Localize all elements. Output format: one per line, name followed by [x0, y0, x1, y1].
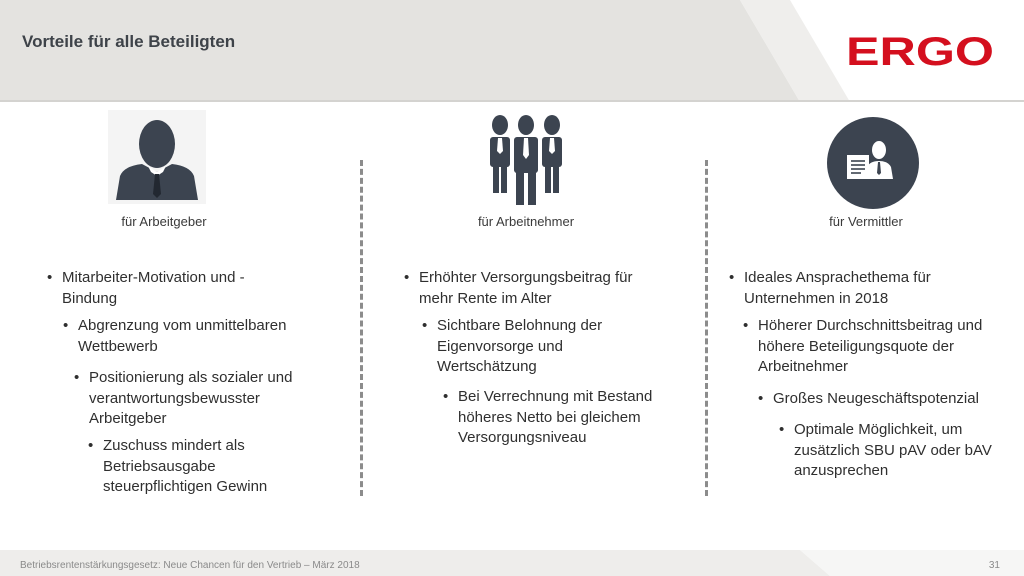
vermittler-bullet-2 — [743, 316, 1003, 378]
footer-text: Betriebsrentenstärkungsgesetz: Neue Chancen für den Vertrieb – März 2018 — [20, 560, 360, 571]
ergo-logo — [846, 32, 996, 70]
bullet-dot: • — [729, 269, 735, 286]
bullet-dot: • — [779, 421, 785, 438]
bullet-text: Sichtbare Belohnung der Eigenvorsorge und Wertschätzung — [437, 317, 603, 375]
bullet-dot: • — [63, 317, 69, 334]
page-number: 31 — [988, 560, 1000, 571]
bullet-dot: • — [422, 317, 428, 334]
arbeitgeber-bullet-2 — [63, 316, 288, 357]
bullet-text: Abgrenzung vom unmittelbaren Wettbewerb — [78, 317, 287, 355]
bullet-text: Großes Neugeschäftspotenzial — [773, 390, 979, 407]
bullet-dot: • — [443, 388, 449, 405]
bullet-text: Mitarbeiter-Motivation und -Bindung — [62, 269, 245, 307]
employees-group-icon — [488, 113, 564, 205]
arbeitgeber-bullet-1 — [47, 268, 262, 309]
bullet-text: Erhöhter Versorgungsbeitrag für mehr Rente im Alter — [419, 269, 633, 307]
bullet-text: Bei Verrechnung mit Bestand höheres Netto bei gleichem Versorgungsniveau — [458, 388, 653, 446]
vermittler-bullet-3 — [758, 389, 1018, 410]
label-arbeitnehmer: für Arbeitnehmer — [477, 214, 575, 229]
label-vermittler: für Vermittler — [829, 214, 903, 229]
arbeitnehmer-bullet-3 — [443, 387, 698, 449]
logo-text: ERGO — [846, 32, 994, 70]
bullet-text: Höherer Durchschnittsbeitrag und höhere Beteiligungsquote der Arbeitnehmer — [758, 317, 983, 375]
header-divider — [0, 100, 1024, 102]
employer-person-icon — [108, 110, 206, 204]
page-title: Vorteile für alle Beteiligten — [22, 32, 236, 51]
bullet-text: Positionierung als sozialer und verantwortungsbewusster Arbeitgeber — [89, 369, 293, 427]
label-arbeitgeber: für Arbeitgeber — [121, 214, 207, 229]
bullet-dot: • — [88, 437, 94, 454]
bullet-text: Optimale Möglichkeit, um zusätzlich SBU pAV oder bAV anzusprechen — [794, 421, 992, 479]
bullet-dot: • — [404, 269, 410, 286]
bullet-dot: • — [74, 369, 80, 386]
bullet-text: Zuschuss mindert als Betriebsausgabe steuerpflichtigen Gewinn — [103, 437, 268, 495]
column-divider-2 — [705, 160, 708, 496]
bullet-dot: • — [743, 317, 749, 334]
vermittler-bullet-1 — [729, 268, 984, 309]
column-divider-1 — [360, 160, 363, 496]
bullet-dot: • — [47, 269, 53, 286]
vermittler-bullet-4 — [779, 420, 999, 482]
arbeitgeber-bullet-4 — [88, 436, 313, 498]
bullet-dot: • — [758, 390, 764, 407]
arbeitnehmer-bullet-1 — [404, 268, 659, 309]
bullet-text: Ideales Ansprachethema für Unternehmen in 2018 — [744, 269, 931, 307]
broker-document-icon — [827, 117, 919, 209]
arbeitgeber-bullet-3 — [74, 368, 329, 430]
arbeitnehmer-bullet-2 — [422, 316, 642, 378]
